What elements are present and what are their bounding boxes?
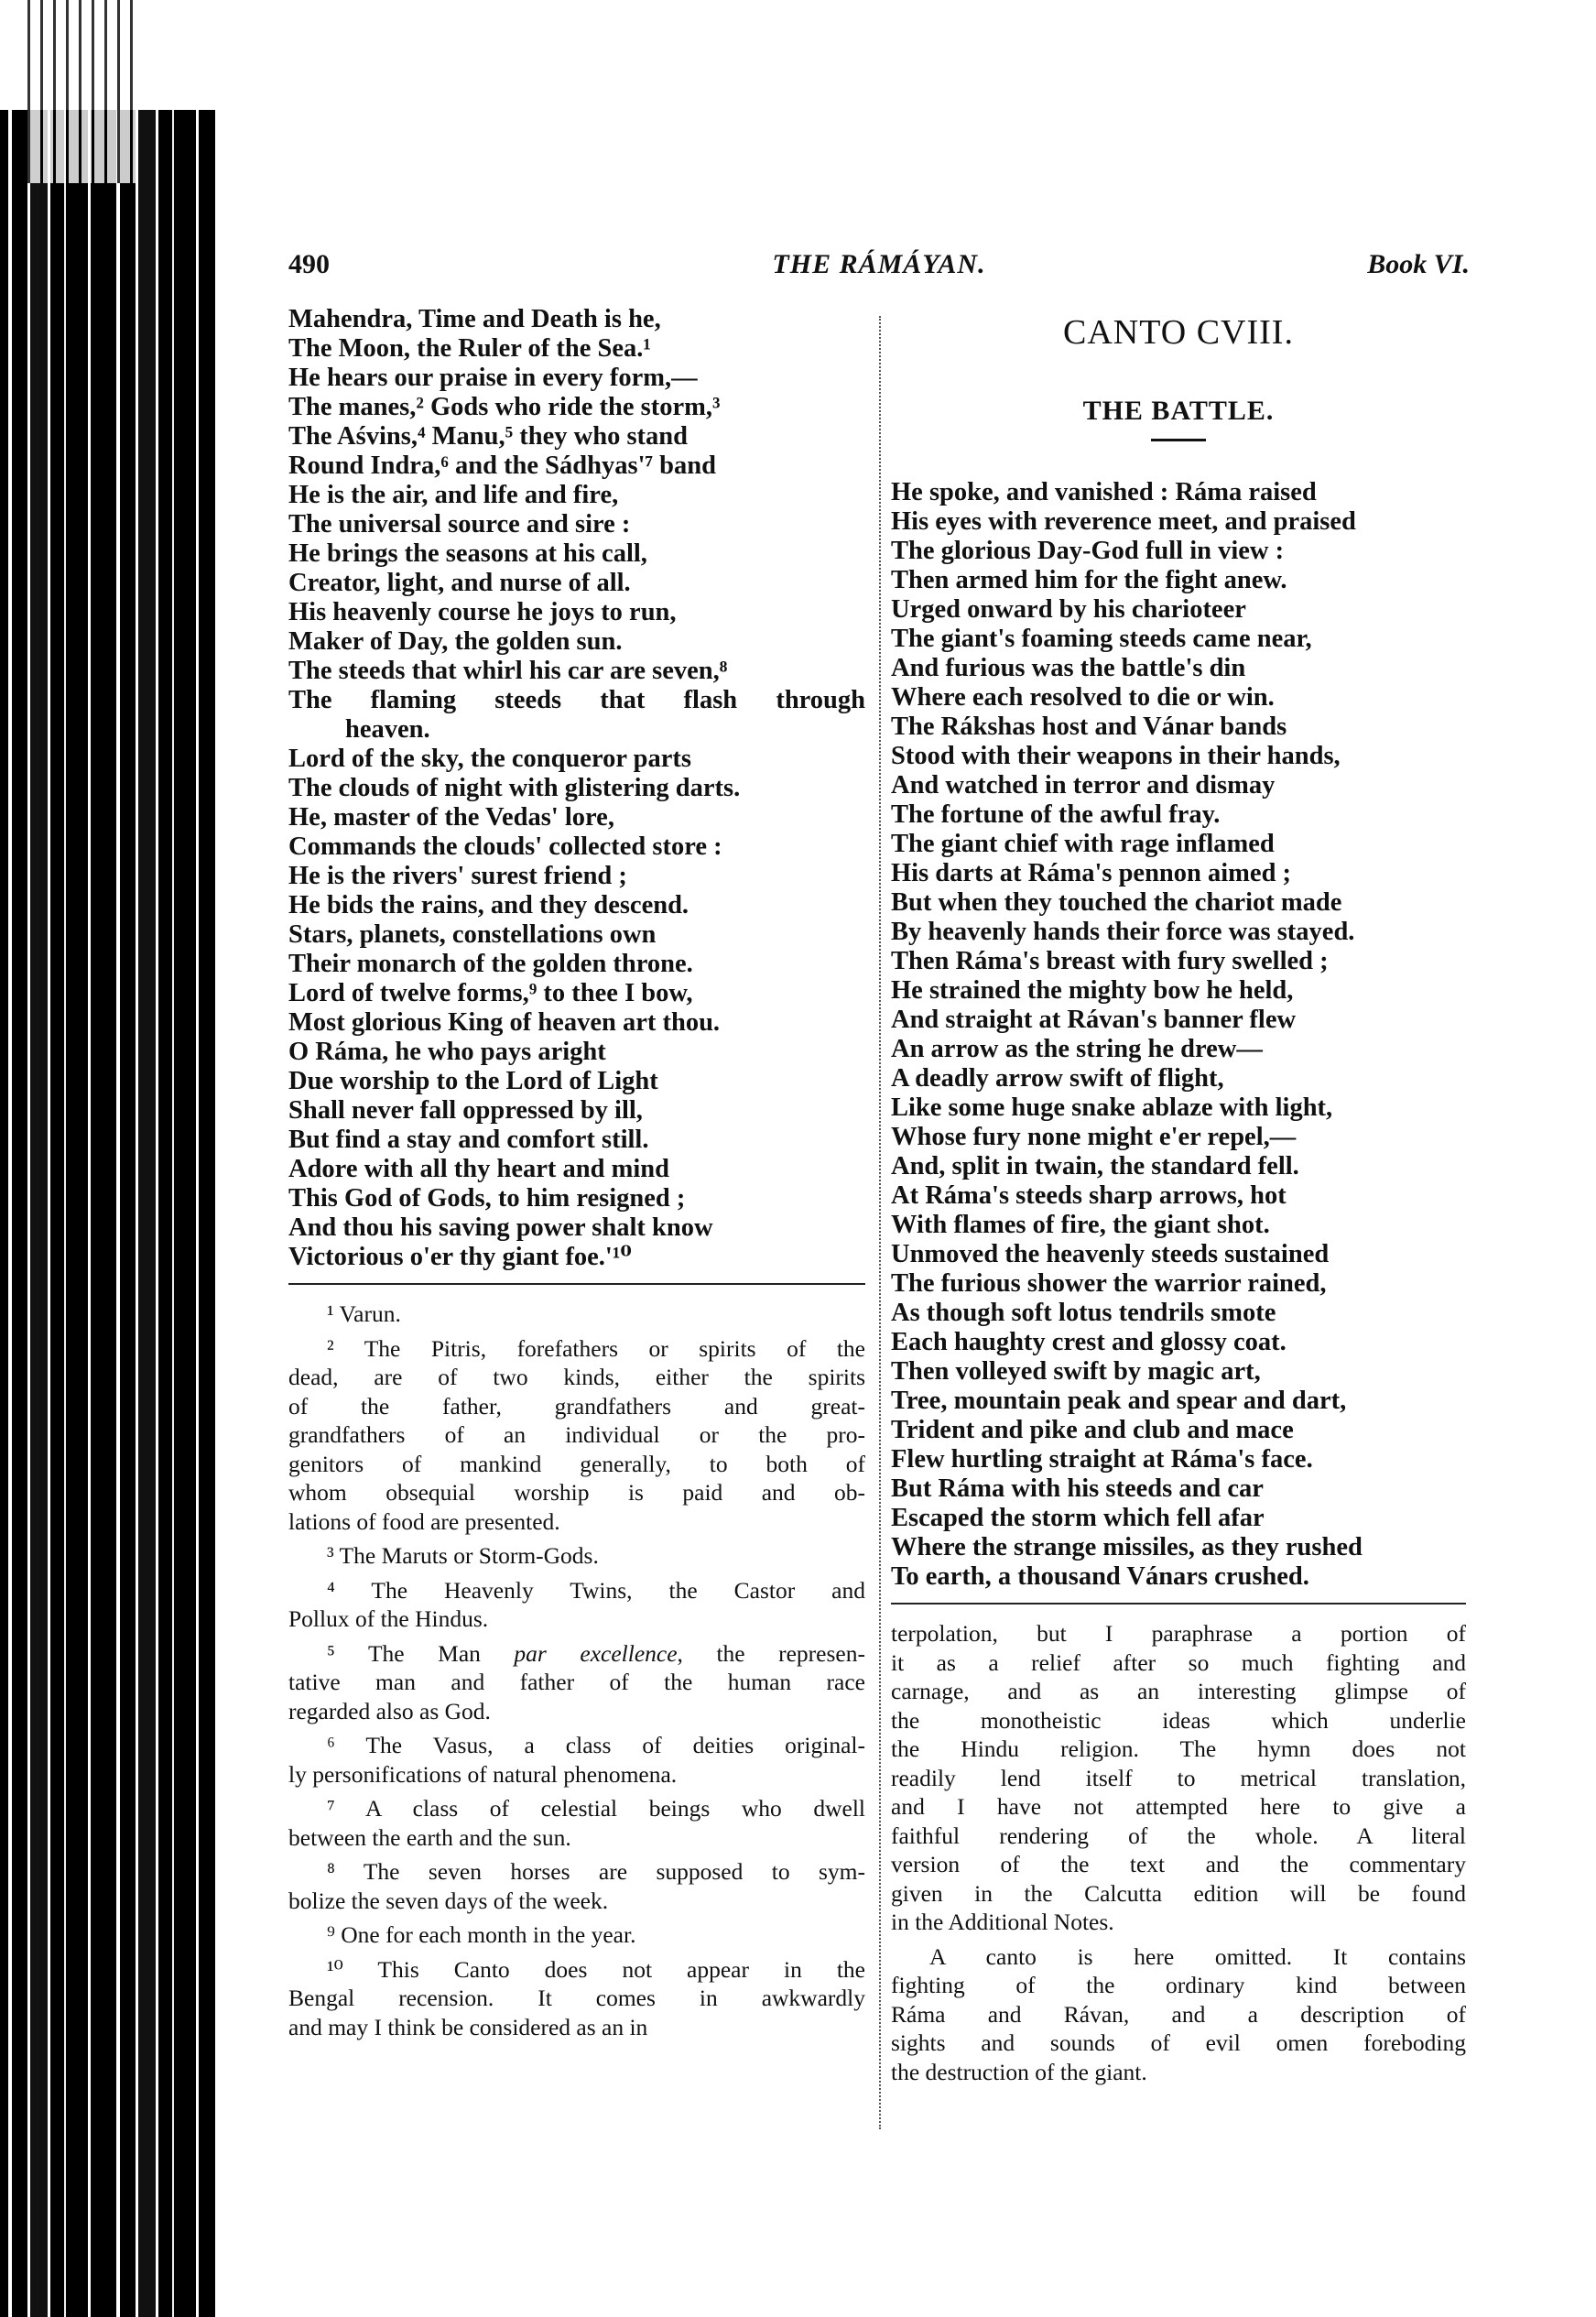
footnote (891, 1619, 1466, 1937)
footnote-line: ⁴ The Heavenly Twins, the Castor and (327, 1576, 865, 1604)
right-column (891, 305, 1466, 2092)
verse-line: An arrow as the string he drew— (891, 1035, 1263, 1063)
verse-line: But Ráma with his steeds and car (891, 1474, 1264, 1503)
footnote-line: Ráma and Rávan, and a description of (891, 2000, 1466, 2028)
verse-line: But find a stay and comfort still. (288, 1126, 649, 1154)
verse-line: Each haughty crest and glossy coat. (891, 1328, 1287, 1356)
verse-line: Unmoved the heavenly steeds sustained (891, 1240, 1330, 1268)
verse-line: Stood with their weapons in their hands, (891, 742, 1341, 770)
verse-line: O Ráma, he who pays aright (288, 1038, 606, 1066)
footnote-continuation (891, 1619, 1466, 2086)
footnotes (288, 1300, 865, 2041)
italic-phrase: par excellence (514, 1639, 678, 1667)
verse-line: This God of Gods, to him resigned ; (288, 1184, 686, 1213)
footnote-line: it as a relief after so much fighting and (891, 1648, 1466, 1676)
scan-edge-artifact-top (27, 0, 137, 183)
verse-line: Stars, planets, constellations own (288, 920, 657, 949)
footnote (288, 1334, 865, 1537)
footnote-line: ³ The Maruts or Storm-Gods. (327, 1542, 599, 1569)
verse-line: A deadly arrow swift of flight, (891, 1064, 1224, 1093)
verse-line: The furious shower the warrior rained, (891, 1269, 1327, 1298)
verse-line: Most glorious King of heaven art thou. (288, 1008, 721, 1037)
footnote-line: and may I think be considered as an in (288, 2013, 648, 2040)
verse-line: Mahendra, Time and Death is he, (288, 305, 661, 333)
footnote-line: ly personifications of natural phenomena. (288, 1760, 678, 1788)
footnote-rule (288, 1283, 865, 1285)
verse-line: The steeds that whirl his car are seven,⁸ (288, 657, 728, 685)
verse-line: As though soft lotus tendrils smote (891, 1299, 1276, 1327)
verse-line: But when they touched the chariot made (891, 888, 1342, 917)
footnote (288, 1920, 865, 1950)
verse-line: Flew hurtling straight at Ráma's face. (891, 1445, 1313, 1474)
verse-line: Round Indra,⁶ and the Sádhyas'⁷ band (288, 451, 716, 480)
verse-line: Commands the clouds' collected store : (288, 832, 722, 861)
footnote-line: bolize the seven days of the week. (288, 1887, 609, 1914)
footnote-line: carnage, and as an interesting glimpse of (891, 1678, 1466, 1704)
hymn-verse (288, 305, 865, 1272)
footnote-line: ⁹ One for each month in the year. (327, 1921, 636, 1948)
footnote-line: regarded also as God. (288, 1697, 491, 1724)
footnote-line: between the earth and the sun. (288, 1823, 571, 1851)
verse-line: The universal source and sire : (288, 510, 631, 538)
footnote-rule (891, 1603, 1466, 1604)
footnote-line (288, 1639, 865, 1669)
verse-line: Urged onward by his charioteer (891, 595, 1246, 624)
verse-line: He brings the seasons at his call, (288, 539, 647, 568)
verse-line: Like some huge snake ablaze with light, (891, 1093, 1333, 1122)
running-title: THE RÁMÁYAN. (772, 249, 986, 279)
verse-line: Lord of the sky, the conqueror parts (288, 745, 691, 773)
footnote-line: the monotheistic ideas which underlie (891, 1706, 1466, 1734)
verse-line: The Rákshas host and Vánar bands (891, 713, 1287, 741)
footnote-line: ² The Pitris, forefathers or spirits of the (327, 1334, 865, 1362)
footnote (288, 1300, 865, 1329)
footnote-line: ¹⁰ This Canto does not appear in the (327, 1955, 865, 1983)
footnote (891, 1942, 1466, 2087)
left-column (288, 305, 865, 2047)
verse-line: The giant chief with rage inflamed (891, 830, 1275, 858)
verse-line: Escaped the storm which fell afar (891, 1504, 1265, 1532)
verse-line: The glorious Day-God full in view : (891, 537, 1285, 565)
footnote (288, 1639, 865, 1726)
scan-edge-artifact (0, 110, 215, 2317)
footnote (288, 1794, 865, 1852)
verse-line: Then volleyed swift by magic art, (891, 1357, 1261, 1386)
footnote-line: grandfathers of an individual or the pro- (288, 1421, 865, 1448)
verse-line: With flames of fire, the giant shot. (891, 1211, 1270, 1239)
verse-line: He, master of the Vedas' lore, (288, 803, 614, 832)
text-run: , the represen- (677, 1639, 865, 1667)
verse-line: Victorious o'er thy giant foe.'¹⁰ (288, 1243, 632, 1271)
footnote-line: the destruction of the giant. (891, 2058, 1147, 2085)
verse-line: The flaming steeds that flash through (288, 686, 865, 714)
verse-line: And furious was the battle's din (891, 654, 1246, 682)
footnote-line: readily lend itself to metrical translation, (891, 1764, 1466, 1791)
verse-line: Where each resolved to die or win. (891, 683, 1275, 712)
footnote (288, 1576, 865, 1634)
verse-line: And thou his saving power shalt know (288, 1213, 713, 1242)
verse-line: The Aśvins,⁴ Manu,⁵ they who stand (288, 422, 688, 451)
footnote (288, 1857, 865, 1915)
verse-line: The fortune of the awful fray. (891, 800, 1221, 829)
verse-line: The clouds of night with glistering darts. (288, 774, 741, 802)
footnote-line: the Hindu religion. The hymn does not (891, 1735, 1466, 1762)
verse-line: The manes,² Gods who ride the storm,³ (288, 393, 721, 421)
footnote-line: Bengal recension. It comes in awkwardly (288, 1985, 865, 2011)
title-rule (1151, 439, 1206, 441)
footnote (288, 1541, 865, 1571)
footnote-line: of the father, grandfathers and great- (288, 1392, 865, 1420)
verse-line: At Ráma's steeds sharp arrows, hot (891, 1181, 1287, 1210)
footnote-line: fighting of the ordinary kind between (891, 1972, 1466, 1998)
verse-line: He hears our praise in every form,— (288, 364, 698, 392)
canto-verse (891, 478, 1466, 1592)
footnote-line: dead, are of two kinds, either the spirits (288, 1364, 865, 1390)
verse-line: And watched in terror and dismay (891, 771, 1276, 800)
verse-line: His darts at Ráma's pennon aimed ; (891, 859, 1292, 887)
verse-line: The Moon, the Ruler of the Sea.¹ (288, 334, 651, 363)
verse-line: He is the rivers' surest friend ; (288, 862, 627, 890)
footnote-line: version of the text and the commentary (891, 1851, 1466, 1877)
book-label: Book VI. (1367, 249, 1470, 279)
verse-line: Tree, mountain peak and spear and dart, (891, 1387, 1347, 1415)
verse-line: His eyes with reverence meet, and praised (891, 507, 1356, 536)
verse-line: And, split in twain, the standard fell. (891, 1152, 1299, 1180)
page-number: 490 (288, 249, 330, 279)
footnote-line: lations of food are presented. (288, 1507, 560, 1535)
verse-line: Adore with all thy heart and mind (288, 1155, 669, 1183)
footnote-line: ¹ Varun. (327, 1300, 401, 1327)
verse-line: By heavenly hands their force was stayed. (891, 918, 1355, 946)
footnote-line: genitors of mankind generally, to both of (288, 1450, 865, 1477)
verse-line: The giant's foaming steeds came near, (891, 625, 1312, 653)
column-divider (879, 316, 881, 2129)
footnote-line: in the Additional Notes. (891, 1909, 1114, 1935)
footnote-line: and I have not attempted here to give a (891, 1793, 1466, 1820)
verse-line: He is the air, and life and fire, (288, 481, 619, 509)
footnote-line: given in the Calcutta edition will be found (891, 1879, 1466, 1907)
verse-line: Their monarch of the golden throne. (288, 950, 693, 978)
footnote-line: Pollux of the Hindus. (288, 1605, 489, 1632)
footnote-line: whom obsequial worship is paid and ob- (288, 1479, 865, 1506)
text-run: ⁵ The Man (327, 1639, 515, 1667)
verse-line: His heavenly course he joys to run, (288, 598, 677, 626)
verse-line: Then Ráma's breast with fury swelled ; (891, 947, 1329, 975)
footnote-line: tative man and father of the human race (288, 1669, 865, 1695)
verse-line: To earth, a thousand Vánars crushed. (891, 1562, 1309, 1591)
footnote-line: terpolation, but I paraphrase a portion of (891, 1620, 1466, 1647)
footnote-line: ⁸ The seven horses are supposed to sym- (327, 1858, 865, 1885)
verse-line: heaven. (345, 715, 430, 744)
verse-line: Maker of Day, the golden sun. (288, 627, 623, 656)
verse-line: Then armed him for the fight anew. (891, 566, 1287, 594)
verse-line: He strained the mighty bow he held, (891, 976, 1294, 1005)
footnote-line: sights and sounds of evil omen foreboding (891, 2029, 1466, 2056)
page-header (288, 249, 1470, 286)
verse-line: Trident and pike and club and mace (891, 1416, 1294, 1444)
footnote-line: ⁶ The Vasus, a class of deities original- (327, 1732, 865, 1758)
verse-line: He bids the rains, and they descend. (288, 891, 689, 919)
footnote-line: faithful rendering of the whole. A literal (891, 1822, 1466, 1849)
verse-line: He spoke, and vanished : Ráma raised (891, 478, 1317, 506)
footnote (288, 1731, 865, 1789)
footnote-line: A canto is here omitted. It contains (929, 1942, 1466, 1970)
footnote-line: ⁷ A class of celestial beings who dwell (327, 1795, 865, 1822)
verse-line: Shall never fall oppressed by ill, (288, 1096, 643, 1125)
verse-line: And straight at Rávan's banner flew (891, 1006, 1297, 1034)
verse-line: Where the strange missiles, as they rushed (891, 1533, 1363, 1561)
verse-line: Lord of twelve forms,⁹ to thee I bow, (288, 979, 693, 1007)
verse-line: Due worship to the Lord of Light (288, 1067, 658, 1095)
verse-line: Creator, light, and nurse of all. (288, 569, 631, 597)
verse-line: Whose fury none might e'er repel,— (891, 1123, 1297, 1151)
footnote (288, 1955, 865, 2042)
canto-title: CANTO CVIII. (1063, 313, 1294, 352)
canto-subtitle: THE BATTLE. (1082, 396, 1275, 426)
